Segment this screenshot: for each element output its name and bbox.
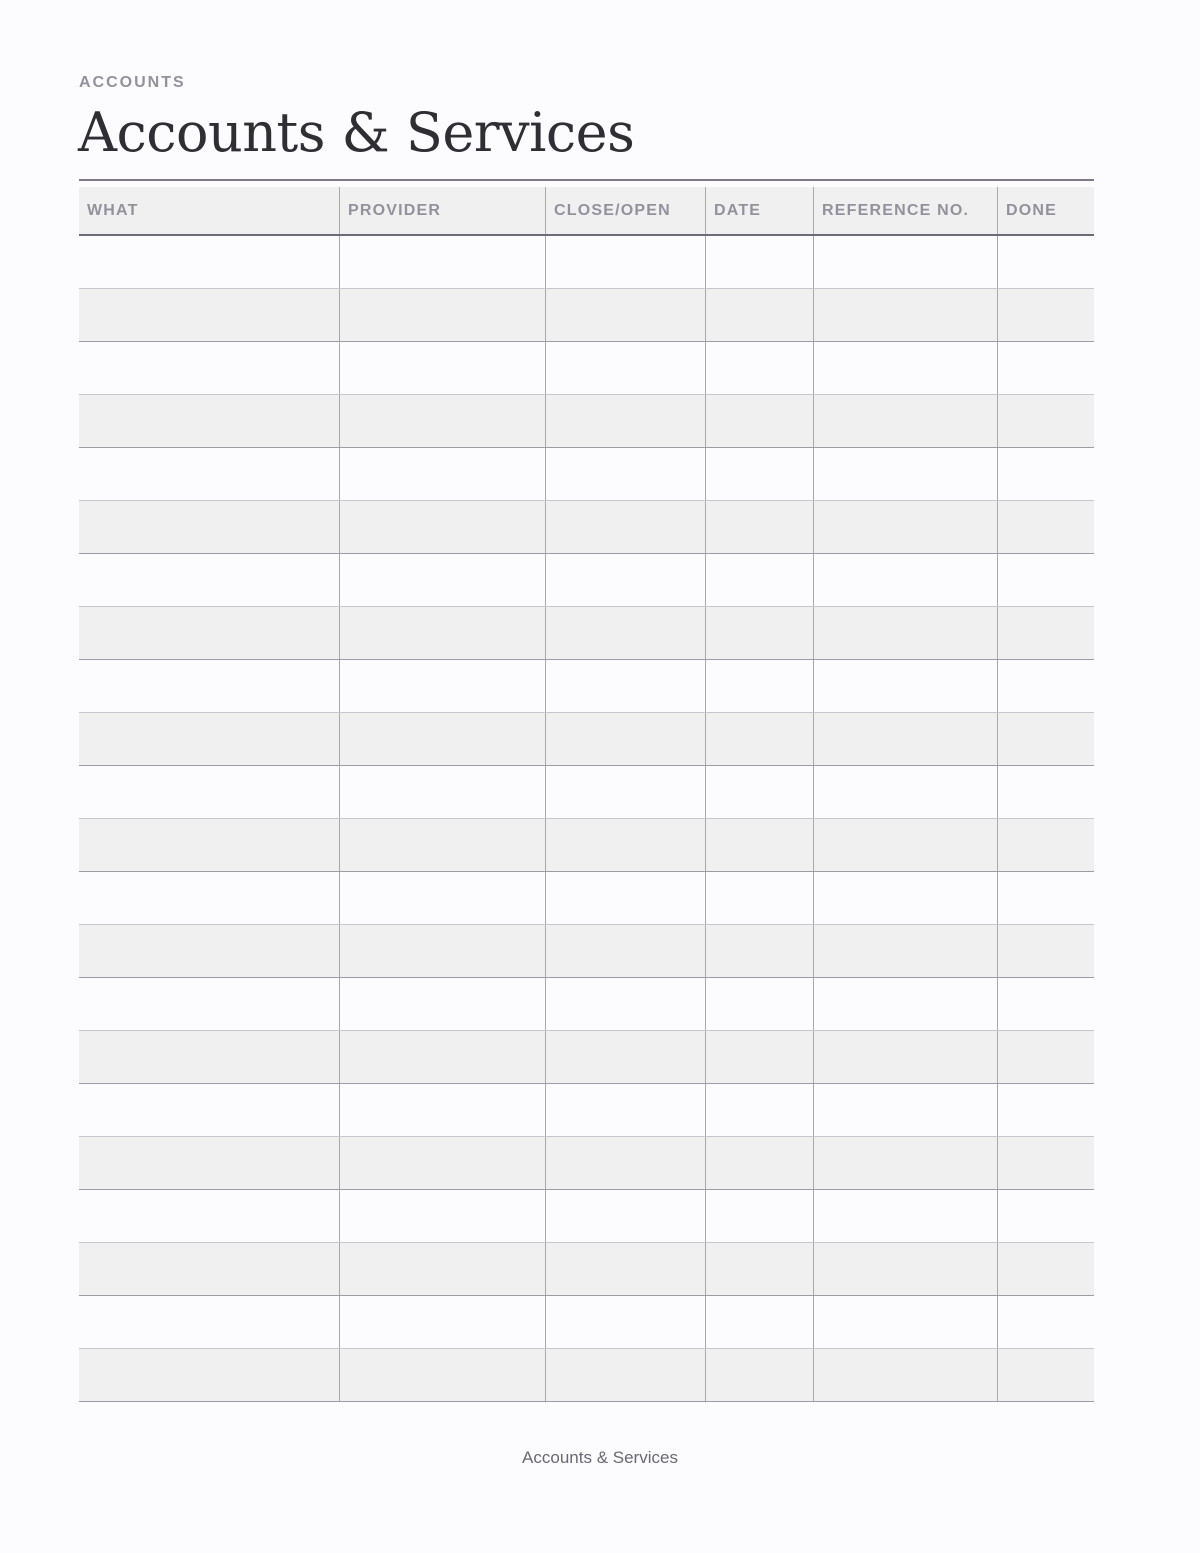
cell-date[interactable]	[705, 395, 813, 447]
table-row	[79, 607, 1094, 660]
table-row	[79, 1243, 1094, 1296]
cell-date[interactable]	[705, 607, 813, 659]
cell-provider[interactable]	[339, 766, 545, 818]
cell-reference-no[interactable]	[813, 1084, 997, 1136]
cell-reference-no[interactable]	[813, 501, 997, 553]
cell-close-open[interactable]	[545, 872, 705, 924]
cell-close-open[interactable]	[545, 978, 705, 1030]
cell-done[interactable]	[997, 1137, 1094, 1189]
cell-date[interactable]	[705, 1137, 813, 1189]
cell-provider[interactable]	[339, 1031, 545, 1083]
page-footer: Accounts & Services	[522, 1448, 678, 1467]
cell-provider[interactable]	[339, 448, 545, 500]
cell-close-open[interactable]	[545, 1084, 705, 1136]
cell-provider[interactable]	[339, 289, 545, 341]
cell-close-open[interactable]	[545, 1137, 705, 1189]
cell-reference-no[interactable]	[813, 819, 997, 871]
table-body	[79, 236, 1094, 1402]
cell-done[interactable]	[997, 236, 1094, 288]
table-row	[79, 236, 1094, 289]
cell-reference-no[interactable]	[813, 1190, 997, 1242]
cell-date[interactable]	[705, 978, 813, 1030]
cell-reference-no[interactable]	[813, 1349, 997, 1401]
cell-what[interactable]	[79, 872, 339, 924]
table-row	[79, 925, 1094, 978]
cell-done[interactable]	[997, 713, 1094, 765]
table-row	[79, 289, 1094, 342]
cell-date[interactable]	[705, 342, 813, 394]
cell-provider[interactable]	[339, 607, 545, 659]
cell-reference-no[interactable]	[813, 713, 997, 765]
table-row	[79, 395, 1094, 448]
cell-what[interactable]	[79, 236, 339, 288]
column-header-what: WHAT	[87, 201, 139, 219]
cell-what[interactable]	[79, 925, 339, 977]
cell-date[interactable]	[705, 660, 813, 712]
cell-close-open[interactable]	[545, 289, 705, 341]
cell-date[interactable]	[705, 1243, 813, 1295]
cell-close-open[interactable]	[545, 766, 705, 818]
cell-close-open[interactable]	[545, 1190, 705, 1242]
cell-reference-no[interactable]	[813, 978, 997, 1030]
cell-reference-no[interactable]	[813, 1137, 997, 1189]
cell-what[interactable]	[79, 1296, 339, 1348]
table-row	[79, 1190, 1094, 1243]
cell-reference-no[interactable]	[813, 607, 997, 659]
cell-done[interactable]	[997, 1084, 1094, 1136]
cell-done[interactable]	[997, 607, 1094, 659]
cell-close-open[interactable]	[545, 1296, 705, 1348]
table-row	[79, 872, 1094, 925]
cell-reference-no[interactable]	[813, 236, 997, 288]
cell-done[interactable]	[997, 872, 1094, 924]
cell-done[interactable]	[997, 978, 1094, 1030]
cell-date[interactable]	[705, 554, 813, 606]
cell-what[interactable]	[79, 1031, 339, 1083]
cell-done[interactable]	[997, 554, 1094, 606]
cell-close-open[interactable]	[545, 607, 705, 659]
table-row	[79, 660, 1094, 713]
cell-close-open[interactable]	[545, 660, 705, 712]
cell-what[interactable]	[79, 501, 339, 553]
cell-reference-no[interactable]	[813, 1296, 997, 1348]
cell-close-open[interactable]	[545, 342, 705, 394]
cell-what[interactable]	[79, 289, 339, 341]
cell-date[interactable]	[705, 713, 813, 765]
cell-reference-no[interactable]	[813, 925, 997, 977]
cell-close-open[interactable]	[545, 1031, 705, 1083]
table-row	[79, 978, 1094, 1031]
column-header-date: DATE	[705, 187, 813, 234]
cell-reference-no[interactable]	[813, 395, 997, 447]
cell-date[interactable]	[705, 289, 813, 341]
cell-reference-no[interactable]	[813, 342, 997, 394]
cell-date[interactable]	[705, 448, 813, 500]
cell-date[interactable]	[705, 1084, 813, 1136]
column-header-done: DONE	[997, 187, 1094, 234]
cell-what[interactable]	[79, 554, 339, 606]
cell-reference-no[interactable]	[813, 554, 997, 606]
cell-what[interactable]	[79, 448, 339, 500]
table-row	[79, 1349, 1094, 1402]
cell-provider[interactable]	[339, 713, 545, 765]
column-header-provider: PROVIDER	[339, 187, 545, 234]
cell-close-open[interactable]	[545, 1243, 705, 1295]
cell-what[interactable]	[79, 713, 339, 765]
table-row	[79, 713, 1094, 766]
cell-date[interactable]	[705, 819, 813, 871]
cell-close-open[interactable]	[545, 1349, 705, 1401]
cell-date[interactable]	[705, 1296, 813, 1348]
accounts-table	[79, 187, 1094, 1402]
cell-provider[interactable]	[339, 1190, 545, 1242]
cell-what[interactable]	[79, 660, 339, 712]
cell-date[interactable]	[705, 1349, 813, 1401]
cell-provider[interactable]	[339, 554, 545, 606]
cell-reference-no[interactable]	[813, 872, 997, 924]
cell-provider[interactable]	[339, 978, 545, 1030]
cell-close-open[interactable]	[545, 501, 705, 553]
cell-what[interactable]	[79, 1190, 339, 1242]
cell-what[interactable]	[79, 978, 339, 1030]
cell-reference-no[interactable]	[813, 1243, 997, 1295]
cell-what[interactable]	[79, 819, 339, 871]
cell-close-open[interactable]	[545, 925, 705, 977]
cell-date[interactable]	[705, 872, 813, 924]
cell-done[interactable]	[997, 501, 1094, 553]
cell-provider[interactable]	[339, 1349, 545, 1401]
cell-done[interactable]	[997, 660, 1094, 712]
cell-provider[interactable]	[339, 1137, 545, 1189]
table-row	[79, 501, 1094, 554]
cell-reference-no[interactable]	[813, 766, 997, 818]
cell-done[interactable]	[997, 448, 1094, 500]
cell-what[interactable]	[79, 342, 339, 394]
cell-done[interactable]	[997, 1349, 1094, 1401]
page-title: Accounts & Services	[78, 101, 635, 164]
column-header-close-open: CLOSE/OPEN	[545, 187, 705, 234]
cell-done[interactable]	[997, 1031, 1094, 1083]
cell-provider[interactable]	[339, 1084, 545, 1136]
table-row	[79, 342, 1094, 395]
cell-provider[interactable]	[339, 1296, 545, 1348]
cell-date[interactable]	[705, 925, 813, 977]
cell-provider[interactable]	[339, 925, 545, 977]
cell-close-open[interactable]	[545, 819, 705, 871]
cell-what[interactable]	[79, 1137, 339, 1189]
cell-what[interactable]	[79, 1349, 339, 1401]
cell-date[interactable]	[705, 1031, 813, 1083]
cell-close-open[interactable]	[545, 395, 705, 447]
cell-close-open[interactable]	[545, 236, 705, 288]
cell-provider[interactable]	[339, 660, 545, 712]
cell-reference-no[interactable]	[813, 289, 997, 341]
cell-reference-no[interactable]	[813, 448, 997, 500]
table-row	[79, 819, 1094, 872]
cell-provider[interactable]	[339, 819, 545, 871]
table-row	[79, 554, 1094, 607]
table-header	[79, 187, 1094, 236]
table-row	[79, 1296, 1094, 1349]
cell-date[interactable]	[705, 1190, 813, 1242]
table-row	[79, 1084, 1094, 1137]
cell-done[interactable]	[997, 289, 1094, 341]
cell-what[interactable]	[79, 607, 339, 659]
cell-done[interactable]	[997, 1190, 1094, 1242]
cell-done[interactable]	[997, 395, 1094, 447]
table-row	[79, 1031, 1094, 1084]
cell-date[interactable]	[705, 766, 813, 818]
cell-what[interactable]	[79, 766, 339, 818]
cell-done[interactable]	[997, 1243, 1094, 1295]
eyebrow-label: ACCOUNTS	[79, 74, 186, 91]
cell-close-open[interactable]	[545, 713, 705, 765]
cell-done[interactable]	[997, 1296, 1094, 1348]
cell-provider[interactable]	[339, 342, 545, 394]
cell-provider[interactable]	[339, 236, 545, 288]
cell-done[interactable]	[997, 766, 1094, 818]
cell-date[interactable]	[705, 236, 813, 288]
cell-what[interactable]	[79, 1243, 339, 1295]
cell-what[interactable]	[79, 1084, 339, 1136]
cell-provider[interactable]	[339, 872, 545, 924]
table-row	[79, 766, 1094, 819]
cell-provider[interactable]	[339, 501, 545, 553]
cell-done[interactable]	[997, 342, 1094, 394]
cell-what[interactable]	[79, 395, 339, 447]
cell-provider[interactable]	[339, 1243, 545, 1295]
table-row	[79, 448, 1094, 501]
cell-reference-no[interactable]	[813, 1031, 997, 1083]
table-row	[79, 1137, 1094, 1190]
top-rule	[79, 179, 1094, 181]
cell-done[interactable]	[997, 819, 1094, 871]
cell-close-open[interactable]	[545, 554, 705, 606]
cell-close-open[interactable]	[545, 448, 705, 500]
cell-done[interactable]	[997, 925, 1094, 977]
cell-reference-no[interactable]	[813, 660, 997, 712]
cell-provider[interactable]	[339, 395, 545, 447]
cell-date[interactable]	[705, 501, 813, 553]
column-header-reference-no: REFERENCE NO.	[813, 187, 997, 234]
